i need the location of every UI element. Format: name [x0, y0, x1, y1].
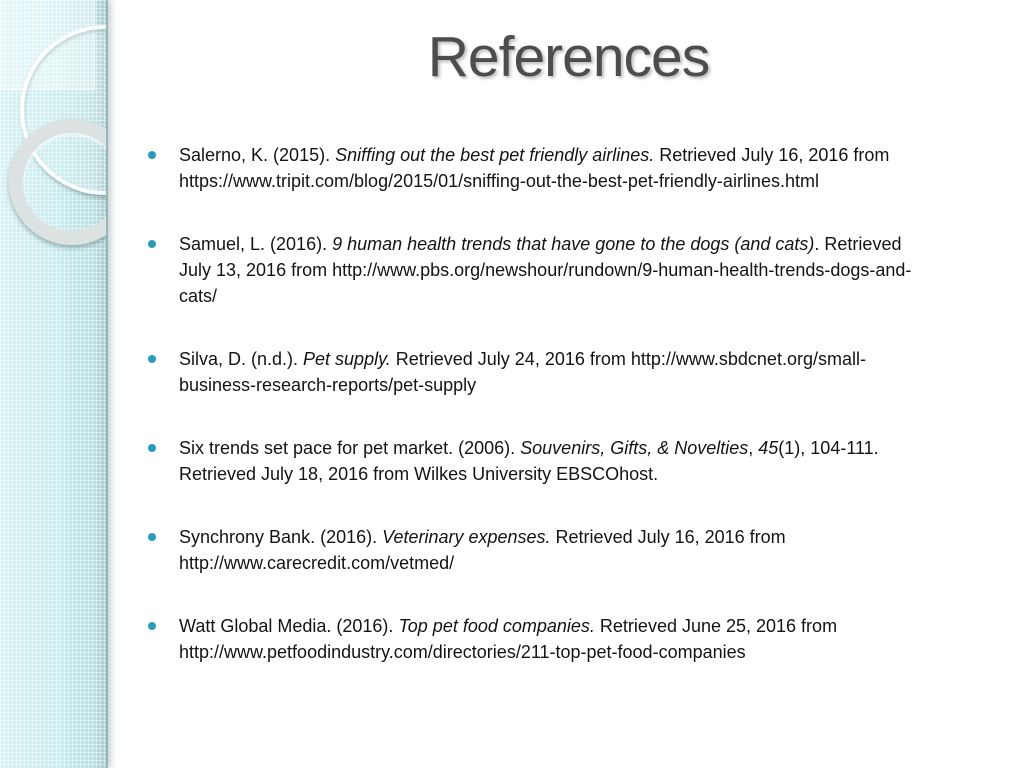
reference-segment: http://www.carecredit.com/vetmed/: [179, 553, 455, 573]
reference-segment-italic: Sniffing out the best pet friendly airlines.: [335, 145, 655, 165]
reference-item: [148, 524, 993, 576]
reference-segment: Retrieved July 16, 2016 from: [654, 145, 890, 165]
reference-segment: ,: [748, 438, 759, 458]
bullet-icon: [148, 444, 156, 452]
reference-segment: Retrieved June 25, 2016 from: [594, 616, 838, 636]
reference-segment-italic: Pet supply.: [303, 349, 391, 369]
slide-title: References: [427, 25, 710, 89]
reference-item: [148, 346, 993, 398]
reference-segment: Retrieved July 16, 2016 from: [550, 527, 786, 547]
reference-text: [179, 616, 837, 662]
reference-segment: business-research-reports/pet-supply: [179, 375, 477, 395]
reference-segment: Retrieved July 18, 2016 from Wilkes University EBSCOhost.: [179, 464, 659, 484]
reference-segment: Watt Global Media. (2016).: [179, 616, 399, 636]
reference-text: [179, 145, 889, 191]
reference-item: [148, 435, 993, 487]
bullet-icon: [148, 240, 156, 248]
reference-segment: https://www.tripit.com/blog/2015/01/sniffing-out-the-best-pet-friendly-airlines.html: [179, 171, 819, 191]
reference-segment: cats/: [179, 286, 218, 306]
reference-item: [148, 613, 993, 665]
reference-item: [148, 231, 993, 309]
reference-segment: Retrieved July 24, 2016 from http://www.sbdcnet.org/small-: [390, 349, 866, 369]
reference-segment-italic: Top pet food companies.: [398, 616, 595, 636]
reference-segment-italic: 9 human health trends that have gone to the dogs (and cats): [332, 234, 815, 254]
reference-segment: (1), 104-111.: [778, 438, 879, 458]
reference-segment: . Retrieved: [814, 234, 902, 254]
reference-segment: July 13, 2016 from http://www.pbs.org/newshour/rundown/9-human-health-trends-dogs-and-: [179, 260, 912, 280]
sidebar-decoration: [0, 0, 108, 768]
bullet-icon: [148, 533, 156, 541]
reference-segment: http://www.petfoodindustry.com/directories/211-top-pet-food-companies: [179, 642, 746, 662]
reference-item: [148, 142, 993, 194]
reference-segment: Synchrony Bank. (2016).: [179, 527, 383, 547]
reference-segment: Six trends set pace for pet market. (2006).: [179, 438, 521, 458]
reference-segment-italic: Veterinary expenses.: [382, 527, 551, 547]
reference-text: [179, 438, 879, 484]
reference-text: [179, 349, 866, 395]
reference-segment-italic: Souvenirs, Gifts, & Novelties: [520, 438, 749, 458]
reference-segment: Silva, D. (n.d.).: [179, 349, 304, 369]
reference-segment-italic: 45: [758, 438, 779, 458]
references-list: [148, 142, 993, 665]
reference-text: [179, 527, 786, 573]
slide-content: [113, 0, 1024, 702]
reference-segment: Salerno, K. (2015).: [179, 145, 336, 165]
reference-segment: Samuel, L. (2016).: [179, 234, 333, 254]
bullet-icon: [148, 151, 156, 159]
bullet-icon: [148, 355, 156, 363]
bullet-icon: [148, 622, 156, 630]
reference-text: [179, 234, 911, 306]
